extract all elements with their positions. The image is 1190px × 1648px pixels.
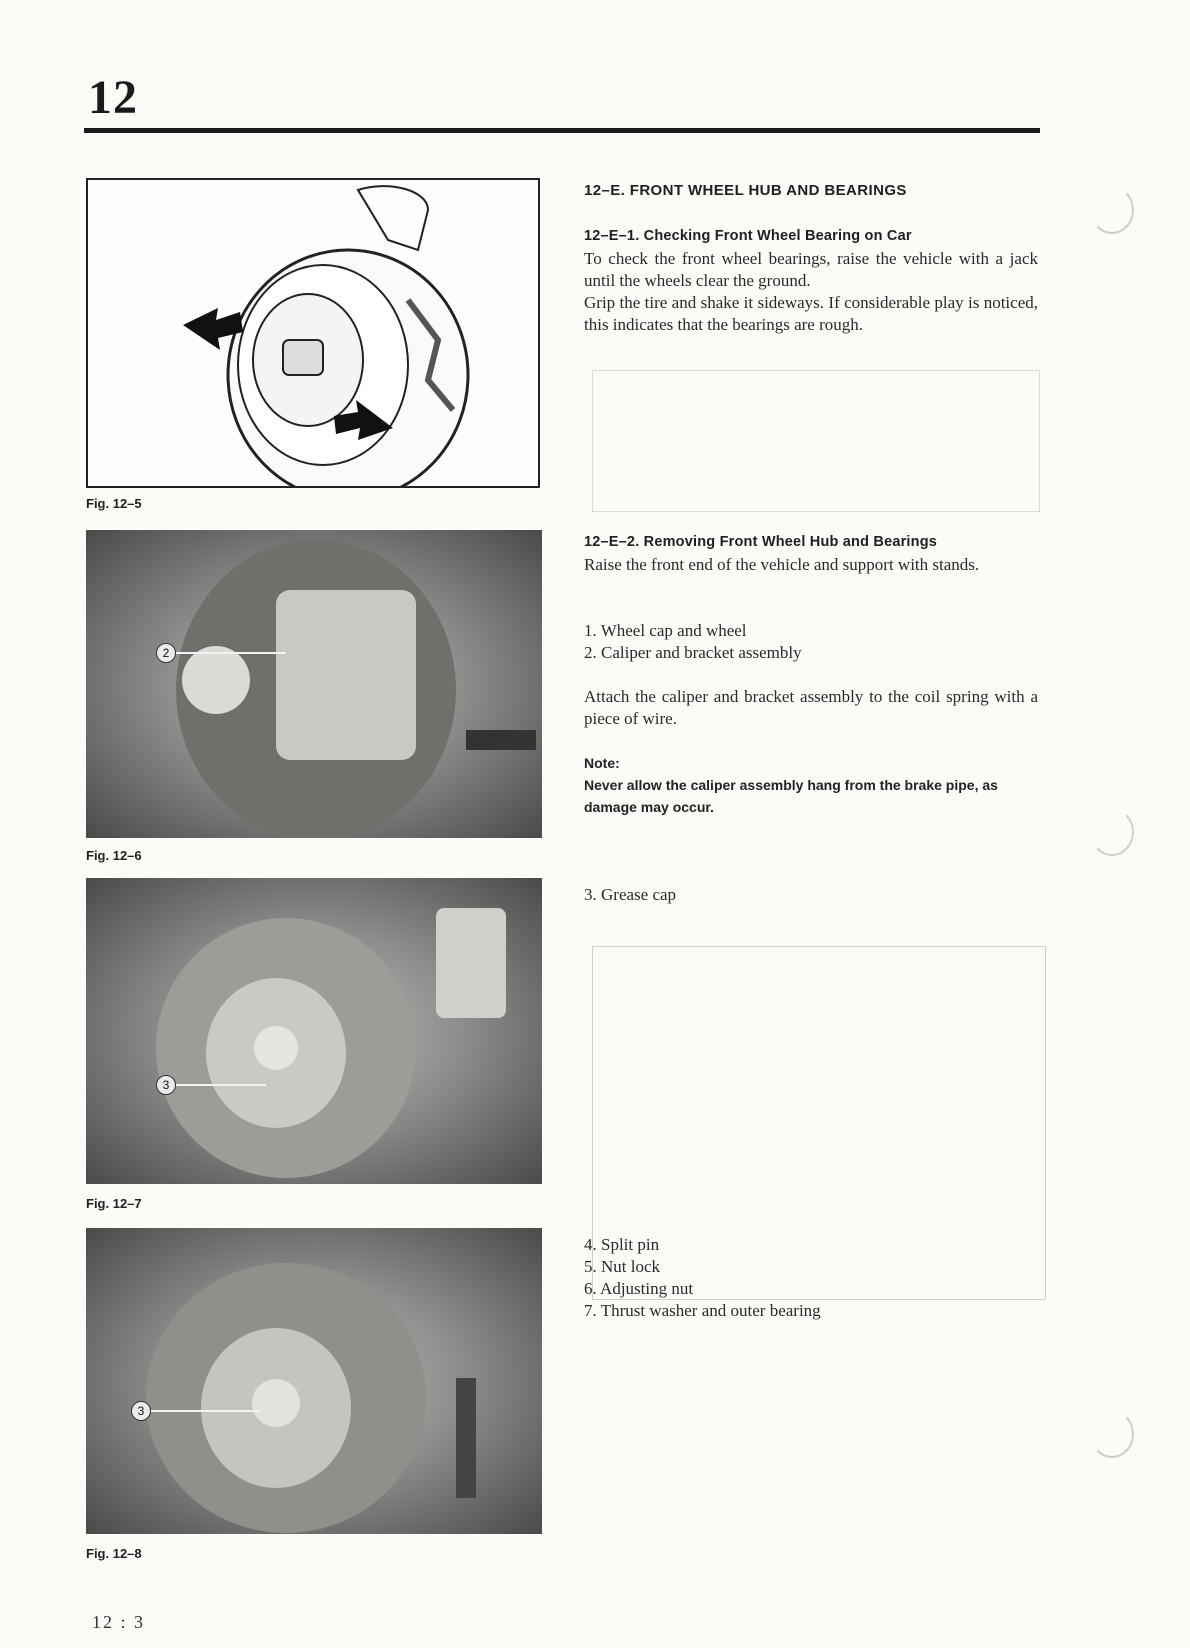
note-label: Note: xyxy=(584,755,620,771)
bleed-through-diagram xyxy=(592,370,1040,512)
figure-wheel-drawing xyxy=(86,178,540,488)
paragraph: Raise the front end of the vehicle and support with stands. xyxy=(584,555,980,574)
binder-hole xyxy=(1090,1410,1134,1458)
step-item: 4. Split pin xyxy=(584,1235,660,1254)
figure-caliper-photo xyxy=(86,530,542,838)
paragraph: To check the front wheel bearings, raise the vehicle with a jack until the wheels clear the ground. xyxy=(584,249,1038,290)
section-heading: 12–E. FRONT WHEEL HUB AND BEARINGS xyxy=(584,182,907,199)
callout-leader-line xyxy=(176,652,286,654)
step-item: 1. Wheel cap and wheel xyxy=(584,621,747,640)
bleed-through-diagram xyxy=(592,946,1046,1300)
binder-hole xyxy=(1090,808,1134,856)
paragraph: Attach the caliper and bracket assembly to the coil spring with a piece of wire. xyxy=(584,687,1038,728)
subsection-heading: 12–E–2. Removing Front Wheel Hub and Bearings xyxy=(584,534,938,550)
step-item: 7. Thrust washer and outer bearing xyxy=(584,1301,821,1320)
callout-marker: 3 xyxy=(131,1401,151,1421)
wheel-illustration xyxy=(88,180,538,486)
header-rule xyxy=(84,128,1040,133)
callout-leader-line xyxy=(151,1410,261,1412)
figure-caption: Fig. 12–8 xyxy=(86,1546,142,1561)
subsection-heading: 12–E–1. Checking Front Wheel Bearing on Car xyxy=(584,228,912,244)
binder-hole xyxy=(1090,186,1134,234)
callout-leader-line xyxy=(176,1084,266,1086)
step-item: 5. Nut lock xyxy=(584,1257,661,1276)
figure-caption: Fig. 12–5 xyxy=(86,496,142,511)
step-item: 6. Adjusting nut xyxy=(584,1279,694,1298)
callout-marker: 2 xyxy=(156,643,176,663)
step-item: 2. Caliper and bracket assembly xyxy=(584,643,802,662)
figure-caption: Fig. 12–7 xyxy=(86,1196,142,1211)
step-item: 3. Grease cap xyxy=(584,885,677,904)
note-text: Never allow the caliper assembly hang from the brake pipe, as damage may occur. xyxy=(584,777,998,815)
chapter-number: 12 xyxy=(88,71,138,124)
page-number: 12 : 3 xyxy=(92,1612,146,1632)
figure-hub-photo xyxy=(86,878,542,1184)
callout-marker: 3 xyxy=(156,1075,176,1095)
figure-caption: Fig. 12–6 xyxy=(86,848,142,863)
figure-grease-cap-photo xyxy=(86,1228,542,1534)
paragraph: Grip the tire and shake it sideways. If considerable play is noticed, this indicates that the bearings are rough. xyxy=(584,293,1038,334)
